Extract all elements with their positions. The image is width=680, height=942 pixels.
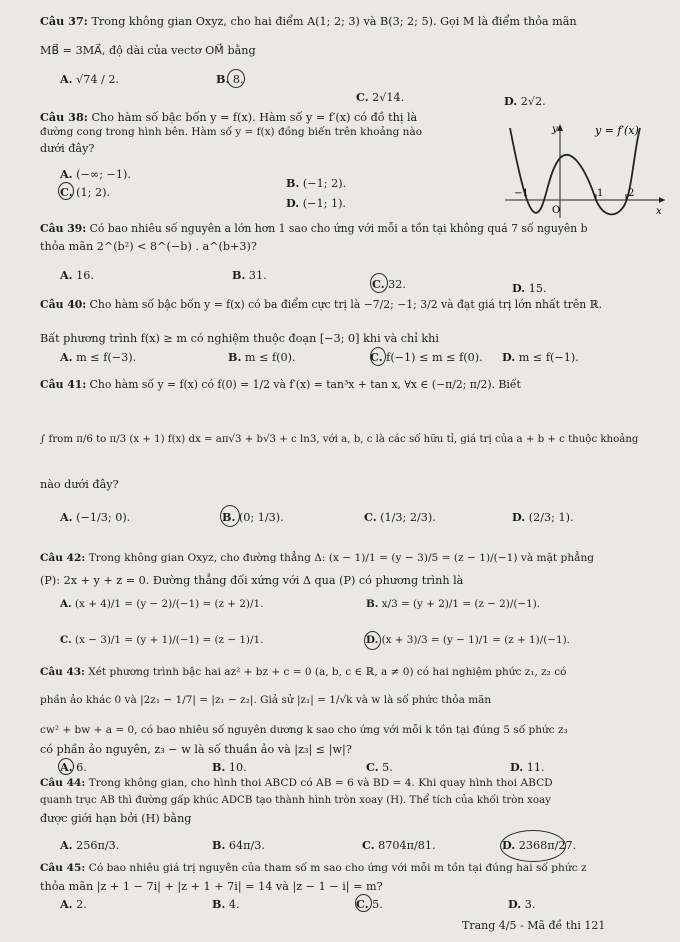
- q37-label: Câu 37:: [40, 14, 88, 28]
- q38-answer-circle: [58, 182, 74, 200]
- q41-line2: ∫ from π/6 to π/3 (x + 1) f(x) dx = aπ√3 + b√3 + c ln3, với a, b, c là các số hữu tỉ, giá trị của a + b + c thuộc khoảng: [40, 434, 639, 445]
- y-axis-arrow: [557, 124, 563, 131]
- graph-title: y = f′(x): [595, 124, 639, 137]
- q37-option-b: B. 8.: [216, 72, 244, 86]
- q38-option-d: D. (−1; 1).: [286, 196, 346, 210]
- x-axis-arrow: [659, 197, 665, 203]
- q37-line1: Câu 37: Trong không gian Oxyz, cho hai điểm A(1; 2; 3) và B(3; 2; 5). Gọi M là điểm thỏa mãn: [40, 14, 577, 28]
- graph-origin-label: O: [552, 205, 561, 216]
- graph-x-label: x: [656, 206, 662, 217]
- q40-option-c: C. f(−1) ≤ m ≤ f(0).: [370, 350, 483, 364]
- q45-line2: thỏa mãn |z + 1 − 7i| + |z + 1 + 7i| = 14 và |z − 1 − i| = m?: [40, 880, 383, 893]
- q44-option-a: A. 256π/3.: [60, 838, 120, 852]
- q40-line2: Bất phương trình f(x) ≥ m có nghiệm thuộc đoạn [−3; 0] khi và chỉ khi: [40, 332, 439, 345]
- q39-option-c: C. 32.: [372, 277, 406, 291]
- q42-line2: (P): 2x + y + z = 0. Đường thẳng đối xứng với Δ qua (P) có phương trình là: [40, 574, 464, 587]
- q41-answer-circle: [220, 505, 240, 527]
- q41-option-a: A. (−1/3; 0).: [60, 510, 131, 524]
- q38-line1: Câu 38: Cho hàm số bậc bốn y = f(x). Hàm số y = f′(x) có đồ thị là: [40, 110, 418, 124]
- q44-option-c: C. 8704π/81.: [362, 838, 436, 852]
- q43-option-d: D. 11.: [510, 760, 545, 774]
- q42-option-d: D. (x + 3)/3 = (y − 1)/1 = (z + 1)/(−1).: [366, 634, 570, 646]
- page-footer: Trang 4/5 - Mã đề thi 121: [462, 919, 606, 932]
- q45-option-a: A. 2.: [60, 897, 87, 911]
- q43-line1: Câu 43: Xét phương trình bậc hai az² + bz + c = 0 (a, b, c ∈ ℝ, a ≠ 0) có hai nghiệm phức z₁, z₂ có: [40, 666, 567, 678]
- q45-answer-circle: [355, 894, 372, 912]
- q44-line1: Câu 44: Trong không gian, cho hình thoi ABCD có AB = 6 và BD = 4. Khi quay hình thoi ABCD: [40, 777, 553, 789]
- q42-option-b: B. x/3 = (y + 2)/1 = (z − 2)/(−1).: [366, 598, 541, 610]
- q40-line1: Câu 40: Cho hàm số bậc bốn y = f(x) có ba điểm cực trị là −7/2; −1; 3/2 và đạt giá trị lớn nhất trên ℝ.: [40, 298, 603, 311]
- q38-option-c: C. (1; 2).: [60, 185, 111, 199]
- q38-line2: đường cong trong hình bên. Hàm số y = f(x) đồng biến trên khoảng nào: [40, 126, 423, 138]
- q37-option-d: D. 2√2.: [504, 94, 546, 108]
- graph-tick-1: 1: [597, 188, 604, 199]
- derivative-curve: [510, 128, 640, 214]
- q38-option-b: B. (−1; 2).: [286, 176, 347, 190]
- graph-tick-2: 2: [628, 188, 635, 199]
- q42-option-a: A. (x + 4)/1 = (y − 2)/(−1) = (z + 2)/1.: [60, 598, 264, 610]
- q43-option-c: C. 5.: [366, 760, 393, 774]
- q42-line1: Câu 42: Trong không gian Oxyz, cho đường thẳng Δ: (x − 1)/1 = (y − 3)/5 = (z − 1)/(−1) và mặt phẳng: [40, 552, 595, 564]
- q41-option-d: D. (2/3; 1).: [512, 510, 574, 524]
- q45-option-c: C. 5.: [356, 897, 383, 911]
- q44-option-b: B. 64π/3.: [212, 838, 265, 852]
- q44-option-d: D. 2368π/27.: [502, 838, 577, 852]
- q40-option-d: D. m ≤ f(−1).: [502, 350, 579, 364]
- derivative-graph: [500, 120, 670, 220]
- q45-option-d: D. 3.: [508, 897, 536, 911]
- q43-line3: cw² + bw + a = 0, có bao nhiêu số nguyên dương k sao cho ứng với mỗi k tồn tại đúng 5 số phức z₃: [40, 724, 568, 736]
- q43-option-a: A. 6.: [60, 760, 87, 774]
- q37-option-a: A. √74 / 2.: [60, 72, 120, 86]
- q44-answer-circle: [500, 830, 566, 862]
- q44-line2: quanh trục AB thì đường gấp khúc ADCB tạo thành hình tròn xoay (H). Thể tích của khối tròn xoay: [40, 795, 551, 806]
- q43-option-b: B. 10.: [212, 760, 247, 774]
- q42-answer-circle: [364, 631, 381, 650]
- q37-line2: MB⃗ = 3MA⃗, độ dài của vectơ OM⃗ bằng: [40, 44, 256, 57]
- q45-line1: Câu 45: Có bao nhiêu giá trị nguyên của tham số m sao cho ứng với mỗi m tồn tại đúng hai số phức z: [40, 862, 587, 874]
- q41-line3: nào dưới đây?: [40, 478, 119, 491]
- q40-option-b: B. m ≤ f(0).: [228, 350, 296, 364]
- q39-line2: thỏa mãn 2^(b²) < 8^(−b) . a^(b+3)?: [40, 240, 257, 253]
- q39-line1: Câu 39: Có bao nhiêu số nguyên a lớn hơn 1 sao cho ứng với mỗi a tồn tại không quá 7 số nguyên b: [40, 222, 588, 235]
- q39-answer-circle: [370, 273, 388, 293]
- q41-option-b: B. (0; 1/3).: [222, 510, 284, 524]
- q44-line3: được giới hạn bởi (H) bằng: [40, 812, 192, 825]
- q39-option-d: D. 15.: [512, 281, 547, 295]
- q40-option-a: A. m ≤ f(−3).: [60, 350, 137, 364]
- q43-line2: phần ảo khác 0 và |2z₁ − 1/7| = |z₁ − z₂|. Giả sử |z₁| = 1/√k và w là số phức thỏa mãn: [40, 694, 492, 706]
- graph-y-label: y: [552, 124, 558, 135]
- q40-answer-circle: [370, 347, 386, 366]
- q37-option-c: C. 2√14.: [356, 90, 405, 104]
- q41-line1: Câu 41: Cho hàm số y = f(x) có f(0) = 1/2 và f′(x) = tan³x + tan x, ∀x ∈ (−π/2; π/2). Biết: [40, 378, 521, 391]
- q39-option-a: A. 16.: [60, 268, 94, 282]
- graph-tick-minus1: −1: [514, 188, 529, 199]
- q45-option-b: B. 4.: [212, 897, 240, 911]
- q43-line4: có phần ảo nguyên, z₃ − w là số thuần ảo và |z₃| ≤ |w|?: [40, 743, 352, 756]
- q38-line3: dưới đây?: [40, 142, 95, 155]
- q38-option-a: A. (−∞; −1).: [60, 167, 131, 181]
- q37-answer-circle: [227, 69, 245, 88]
- q41-option-c: C. (1/3; 2/3).: [364, 510, 436, 524]
- q42-option-c: C. (x − 3)/1 = (y + 1)/(−1) = (z − 1)/1.: [60, 634, 264, 646]
- q43-answer-circle: [58, 758, 74, 775]
- q39-option-b: B. 31.: [232, 268, 267, 282]
